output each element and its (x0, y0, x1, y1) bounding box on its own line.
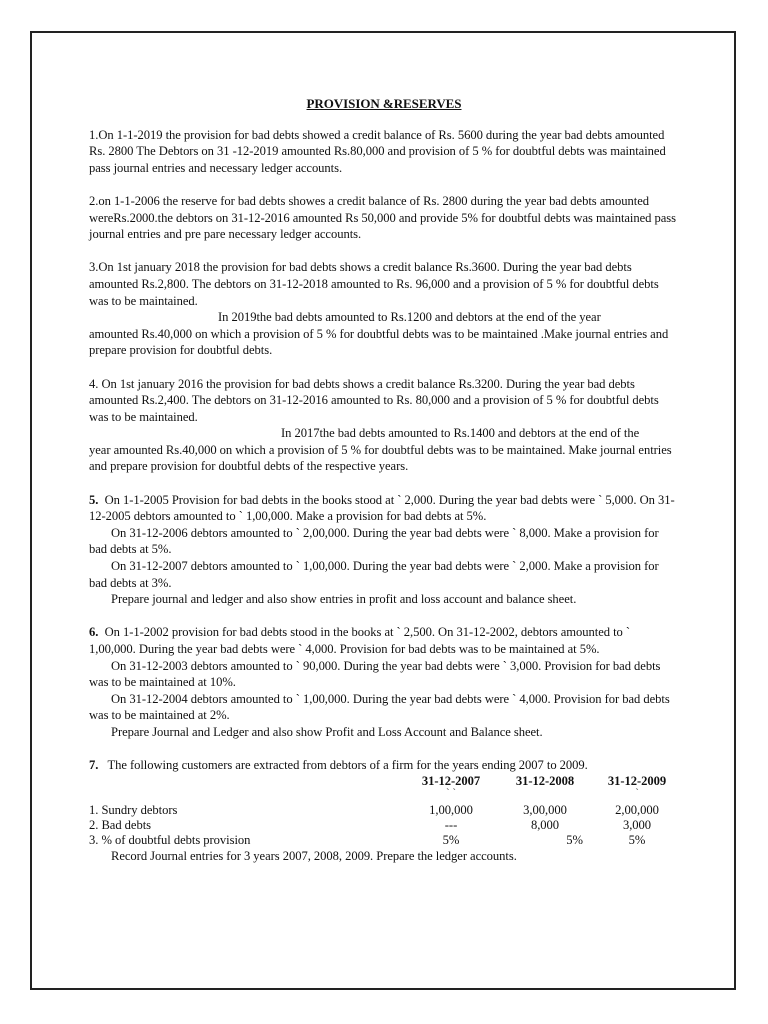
table-row (89, 833, 679, 848)
question-1 (89, 127, 679, 177)
question-5-part-d: Prepare journal and ledger and also show entries in profit and loss account and balance sheet. (111, 592, 577, 607)
table-cell: 8,000 (530, 817, 560, 832)
question-5-part-a-text: On 1-1-2005 Provision for bad debts in the books stood at ` 2,000. During the year bad debts were ` 5,000. On 31-12-2005 debtors amounted to ` 1,00,000. Make a provision for bad debts at 5%. (89, 492, 675, 524)
question-5-part-a (89, 492, 679, 525)
question-5-part-c: On 31-12-2007 debtors amounted to ` 1,00,000. During the year bad debts were ` 2,000. Make a provision for bad debts at 3%. (89, 559, 659, 590)
table-cell: 5% (442, 832, 460, 847)
column-header: 31-12-2008 (515, 773, 575, 788)
table-header-row (89, 774, 679, 789)
question-6-number: 6. (89, 625, 99, 640)
question-4-part-a: 4. On 1st january 2016 the provision for bad debts shows a credit balance Rs.3200. During the year bad debts amounted Rs.2,400. The debtors on 31-12-2016 amounted to Rs. 80,000 and a provision of 5 % for doubtful debts was to be maintained. (89, 376, 659, 424)
question-5-number: 5. (89, 492, 99, 507)
question-3-part-b-lead: In 2019the bad debts amounted to Rs.1200 and debtors at the end of the year (218, 310, 601, 325)
debtors-table (89, 774, 679, 848)
question-6-part-a-text: On 1-1-2002 provision for bad debts stood in the books at ` 2,500. On 31-12-2002, debtors amounted to ` 1,00,000. During the year bad debts were ` 4,000. Provision for bad debts was to be maintained at 5%. (89, 625, 631, 656)
question-6-part-b: On 31-12-2003 debtors amounted to ` 90,000. During the year bad debts were ` 3,000. Provision for bad debts was to be maintained at 10%. (89, 658, 661, 690)
currency-mark: ` (635, 786, 639, 799)
question-7-closing: Record Journal entries for 3 years 2007, 2008, 2009. Prepare the ledger accounts. (111, 848, 517, 863)
question-5-part-b: On 31-12-2006 debtors amounted to ` 2,00,000. During the year bad debts were ` 8,000. Make a provision for bad debts at 5%. (89, 525, 659, 557)
row-label: 1. Sundry debtors (89, 802, 178, 817)
table-cell: 2,00,000 (615, 802, 659, 817)
question-6-part-d: Prepare Journal and Ledger and also show Profit and Loss Account and Balance sheet. (111, 724, 543, 739)
table-cell: 1,00,000 (429, 802, 473, 817)
column-header: 31-12-2009 (607, 773, 667, 788)
question-7 (89, 757, 679, 864)
question-6-part-a (89, 624, 679, 657)
question-3 (89, 259, 679, 359)
row-label: 3. % of doubtful debts provision (89, 832, 251, 847)
question-2-text: 2.on 1-1-2006 the reserve for bad debts showes a credit balance of Rs. 2800 during the year bad debts amounted wereRs.2000.the debtors on 31-12-2016 amounted Rs 50,000 and provide 5% for doubtful debts was maintained pass journal entries and pre pare necessary ledger accounts. (89, 193, 677, 242)
table-cell: 5% (566, 832, 583, 847)
question-7-intro-text: The following customers are extracted from debtors of a firm for the years ending 2007 to 2009. (107, 758, 588, 773)
question-3-part-b: amounted Rs.40,000 on which a provision of 5 % for doubtful debts was to be maintained .Make journal entries and prepare provision for doubtful debts. (89, 326, 669, 358)
page-title: PROVISION &RESERVES (306, 96, 462, 111)
question-2 (89, 193, 679, 243)
question-4 (89, 376, 679, 476)
question-1-text: 1.On 1-1-2019 the provision for bad debts showed a credit balance of Rs. 5600 during the year bad debts amounted Rs. 2800 The Debtors on 31 -12-2019 amounted Rs.80,000 and provision of 5 % for doubtful debts was maintained pass journal entries and necessary ledger accounts. (89, 127, 666, 175)
question-4-part-b: year amounted Rs.40,000 on which a provision of 5 % for doubtful debts was to be maintained. Make journal entries and prepare provision for doubtful debts of the respective years. (89, 442, 672, 474)
question-5 (89, 492, 679, 608)
currency-mark: ` ` (446, 786, 456, 799)
column-header: 31-12-2007 (421, 773, 481, 788)
question-4-part-b-lead: In 2017the bad debts amounted to Rs.1400 and debtors at the end of the (281, 426, 640, 441)
question-3-part-a: 3.On 1st january 2018 the provision for bad debts shows a credit balance Rs.3600. During the year bad debts amounted Rs.2,800. The debtors on 31-12-2018 amounted to Rs. 96,000 and a provision of 5 % for doubtful debts was to be maintained. (89, 260, 659, 308)
table-cell: 3,00,000 (523, 802, 567, 817)
table-row (89, 818, 679, 833)
question-7-number: 7. (89, 758, 99, 773)
table-row (89, 803, 679, 818)
document-body (89, 96, 679, 864)
currency-mark-row (89, 789, 679, 803)
question-6-part-c: On 31-12-2004 debtors amounted to ` 1,00,000. During the year bad debts were ` 4,000. Provision for bad debts was to be maintained at 2%. (89, 691, 670, 723)
row-label: 2. Bad debts (89, 817, 152, 832)
table-cell: --- (444, 817, 458, 832)
question-6 (89, 624, 679, 740)
table-cell: 3,000 (622, 817, 652, 832)
table-cell: 5% (628, 832, 646, 847)
question-7-intro (89, 757, 679, 774)
